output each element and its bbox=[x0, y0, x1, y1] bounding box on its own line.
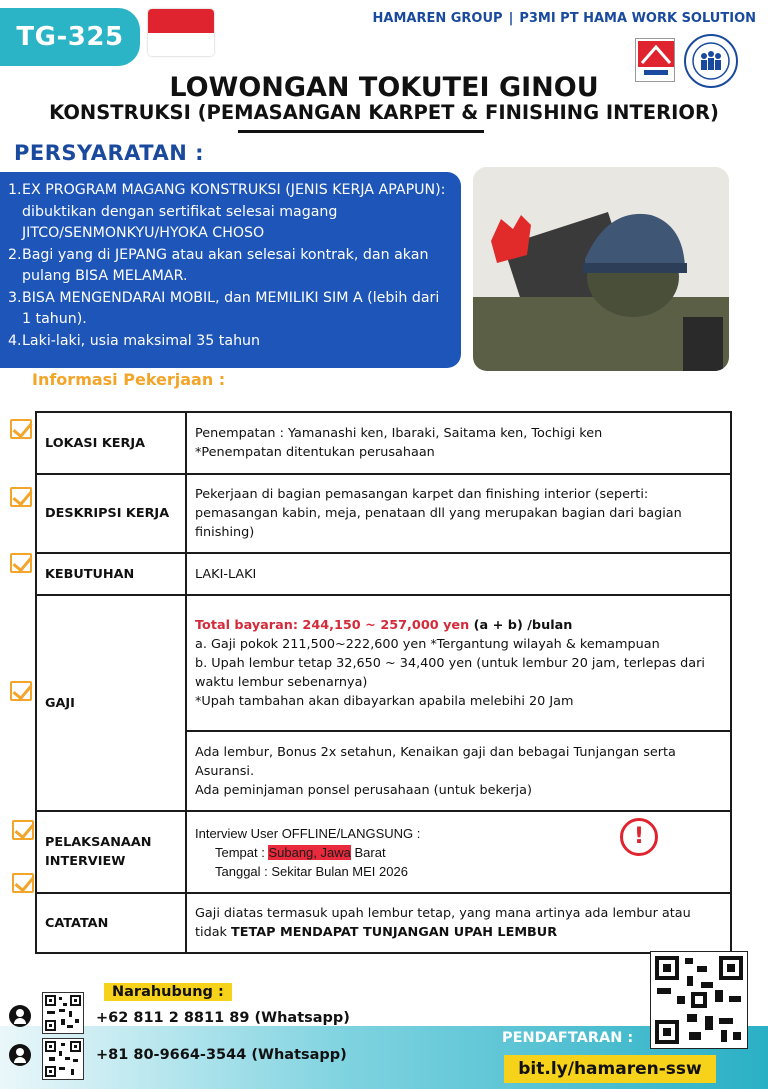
phone-indonesia[interactable]: +62 811 2 8811 89 (Whatsapp) bbox=[96, 1010, 350, 1026]
worker-photo bbox=[473, 167, 729, 371]
person-icon bbox=[9, 1044, 31, 1066]
person-icon bbox=[9, 1005, 31, 1027]
salary-total-period: (a + b) /bulan bbox=[469, 617, 573, 633]
row-label: GAJI bbox=[36, 595, 186, 811]
row-value: Pekerjaan di bagian pemasangan karpet dan finishing interior (seperti: pemasangan kabin, meja, penataan dll yang merupakan bagian dari bagian finishing) bbox=[186, 474, 731, 553]
requirement-text: Bagi yang di JEPANG atau akan selesai kontrak, dan akan pulang BISA MELAMAR. bbox=[22, 246, 429, 284]
requirement-text: BISA MENGENDARAI MOBIL, dan MEMILIKI SIM A (lebih dari 1 tahun). bbox=[22, 289, 440, 327]
row-value bbox=[186, 412, 731, 474]
note-bold: TETAP MENDAPAT TUNJANGAN UPAH LEMBUR bbox=[231, 925, 558, 940]
contact-label: Narahubung : bbox=[104, 983, 232, 1001]
alert-icon: ! bbox=[620, 818, 658, 856]
salary-base: a. Gaji pokok 211,500~222,600 yen *Tergantung wilayah & kemampuan bbox=[195, 636, 660, 652]
registration-link[interactable]: bit.ly/hamaren-ssw bbox=[504, 1055, 716, 1083]
requirement-number: 4. bbox=[8, 332, 22, 349]
interview-mode: Interview User OFFLINE/LANGSUNG : bbox=[195, 825, 421, 841]
salary-note: *Upah tambahan akan dibayarkan apabila melebihi 20 Jam bbox=[195, 693, 574, 709]
requirements-box bbox=[0, 172, 461, 368]
requirement-text: Laki-laki, usia maksimal 35 tahun bbox=[22, 332, 261, 349]
requirement-number: 1. bbox=[8, 182, 22, 198]
organization-names bbox=[373, 11, 757, 26]
lokasi-note: *Penempatan ditentukan perusahaan bbox=[195, 445, 435, 460]
row-label: DESKRIPSI KERJA bbox=[36, 474, 186, 553]
check-icon bbox=[12, 820, 34, 840]
row-value: LAKI-LAKI bbox=[186, 553, 731, 595]
title-divider bbox=[238, 130, 484, 133]
qr-code-icon[interactable] bbox=[42, 992, 84, 1034]
row-value bbox=[186, 731, 731, 811]
job-code-badge: TG-325 bbox=[0, 8, 140, 66]
check-icon bbox=[10, 553, 32, 573]
registration-label: PENDAFTARAN : bbox=[502, 1030, 634, 1046]
row-value bbox=[186, 893, 731, 953]
page-title: LOWONGAN TOKUTEI GINOU bbox=[169, 72, 599, 103]
place-highlight: Subang, Jawa bbox=[268, 844, 351, 860]
job-info-heading: Informasi Pekerjaan : bbox=[32, 370, 226, 389]
requirement-number: 2. bbox=[8, 246, 22, 263]
requirement-text: EX PROGRAM MAGANG KONSTRUKSI (JENIS KERJA APAPUN): dibuktikan dengan sertifikat selesai magang JITCO/SENMONKYU/HYOKA CHOSO bbox=[22, 182, 446, 241]
page-subtitle: KONSTRUKSI (PEMASANGAN KARPET & FINISHING INTERIOR) bbox=[49, 101, 719, 124]
row-value bbox=[186, 595, 731, 731]
requirement-number: 3. bbox=[8, 289, 22, 306]
org-left: HAMAREN GROUP bbox=[372, 11, 503, 26]
requirement-item bbox=[8, 288, 451, 331]
salary-total bbox=[195, 616, 722, 635]
phone-japan[interactable]: +81 80-9664-3544 (Whatsapp) bbox=[96, 1047, 347, 1063]
check-icon bbox=[10, 681, 32, 701]
lokasi-line: Penempatan : Yamanashi ken, Ibaraki, Saitama ken, Tochigi ken bbox=[195, 426, 603, 441]
requirement-item bbox=[8, 180, 451, 245]
registration-qr-icon[interactable] bbox=[650, 951, 748, 1049]
place-label: Tempat : bbox=[215, 844, 269, 860]
table-row-lokasi bbox=[36, 412, 731, 474]
row-label: CATATAN bbox=[36, 893, 186, 953]
table-row-catatan bbox=[36, 893, 731, 953]
org-right: P3MI PT HAMA WORK SOLUTION bbox=[519, 11, 756, 26]
row-label: KEBUTUHAN bbox=[36, 553, 186, 595]
note-text: Gaji diatas termasuk upah lembur tetap, yang mana artinya ada lembur atau tidak bbox=[195, 906, 691, 940]
benefits-text: Ada lembur, Bonus 2x setahun, Kenaikan gaji dan bebagai Tunjangan serta Asuransi. bbox=[195, 744, 676, 779]
org-separator: | bbox=[508, 11, 514, 26]
table-row-deskripsi bbox=[36, 474, 731, 553]
check-icon bbox=[10, 419, 32, 439]
job-info-table bbox=[35, 411, 732, 954]
interview-date: Tanggal : Sekitar Bulan MEI 2026 bbox=[215, 863, 408, 879]
requirement-item bbox=[8, 245, 451, 288]
qr-code-icon[interactable] bbox=[42, 1038, 84, 1080]
row-label: LOKASI KERJA bbox=[36, 412, 186, 474]
check-icon bbox=[10, 487, 32, 507]
table-row-gaji bbox=[36, 595, 731, 731]
place-suffix: Barat bbox=[350, 844, 386, 860]
table-row-kebutuhan bbox=[36, 553, 731, 595]
salary-overtime: b. Upah lembur tetap 32,650 ~ 34,400 yen (untuk lembur 20 jam, terlepas dari waktu lembur sebenarnya) bbox=[195, 655, 705, 690]
salary-total-amount: Total bayaran: 244,150 ~ 257,000 yen bbox=[195, 617, 470, 633]
requirement-item bbox=[8, 331, 451, 353]
indonesia-flag-icon bbox=[148, 9, 214, 56]
check-icon bbox=[12, 873, 34, 893]
row-label: PELAKSANAAN INTERVIEW bbox=[36, 811, 186, 893]
phone-loan-text: Ada peminjaman ponsel perusahaan (untuk bekerja) bbox=[195, 782, 532, 798]
requirements-heading: PERSYARATAN : bbox=[14, 141, 205, 165]
